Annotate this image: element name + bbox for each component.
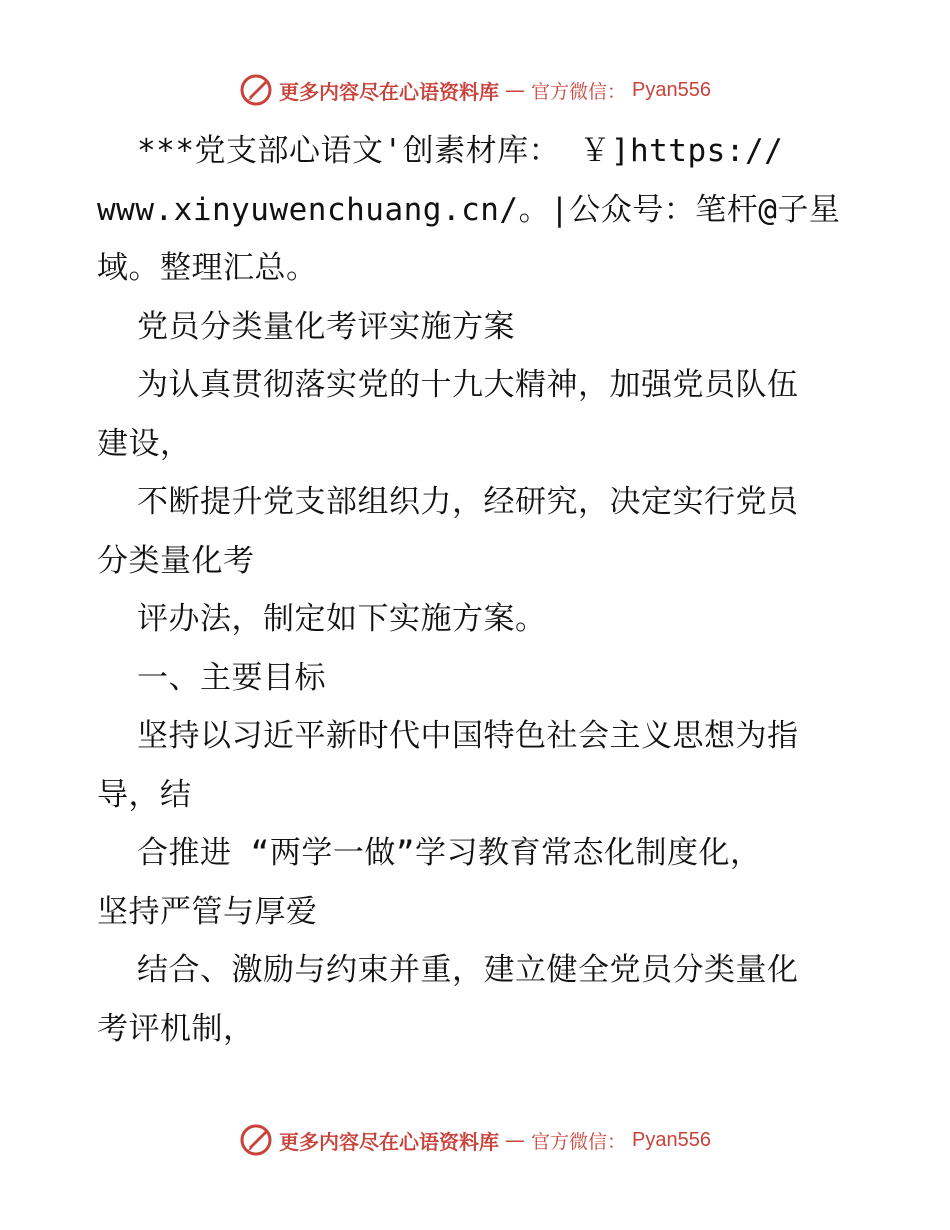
banner-dash: — bbox=[505, 78, 525, 102]
text-line: 建设， bbox=[97, 425, 192, 462]
banner-brand-text: 更多内容尽在心语资料库 bbox=[279, 1129, 499, 1154]
text-line: 域。整理汇总。 bbox=[97, 250, 318, 286]
document-title: 党员分类量化考评实施方案 bbox=[137, 308, 515, 345]
text-line: ***党支部心语文'创素材库： ￥]https:// bbox=[137, 133, 784, 169]
banner-wechat-label: 官方微信： bbox=[531, 80, 627, 103]
banner-brand-text: 更多内容尽在心语资料库 bbox=[279, 79, 499, 104]
text-line: 为认真贯彻落实党的十九大精神，加强党员队伍 bbox=[137, 367, 799, 403]
header-watermark-banner bbox=[0, 70, 950, 110]
text-line: 评办法，制定如下实施方案。 bbox=[137, 601, 547, 637]
text-line: 导，结 bbox=[97, 776, 192, 813]
text-line: 不断提升党支部组织力，经研究，决定实行党员 bbox=[137, 484, 799, 520]
banner-wechat-id: Pyan556 bbox=[632, 1128, 711, 1151]
footer-watermark-banner bbox=[0, 1120, 950, 1160]
text-line: 合推进 “两学一做”学习教育常态化制度化， bbox=[137, 835, 762, 871]
text-line: 结合、激励与约束并重，建立健全党员分类量化 bbox=[137, 952, 799, 988]
quill-pen-logo-icon bbox=[239, 73, 273, 107]
quill-pen-logo-icon bbox=[239, 1123, 273, 1157]
text-line: 考评机制， bbox=[97, 1010, 255, 1047]
text-line: 分类量化考 bbox=[97, 542, 255, 579]
banner-wechat-id: Pyan556 bbox=[632, 78, 711, 101]
banner-dash: — bbox=[505, 1128, 525, 1152]
text-line: www.xinyuwenchuang.cn/。|公众号：笔杆@子星 bbox=[97, 191, 841, 228]
document-body bbox=[97, 122, 857, 1058]
text-line: 坚持以习近平新时代中国特色社会主义思想为指 bbox=[137, 718, 799, 754]
text-line: 坚持严管与厚爱 bbox=[97, 893, 318, 930]
banner-wechat-label: 官方微信： bbox=[531, 1130, 627, 1153]
section-heading: 一、主要目标 bbox=[137, 659, 326, 696]
